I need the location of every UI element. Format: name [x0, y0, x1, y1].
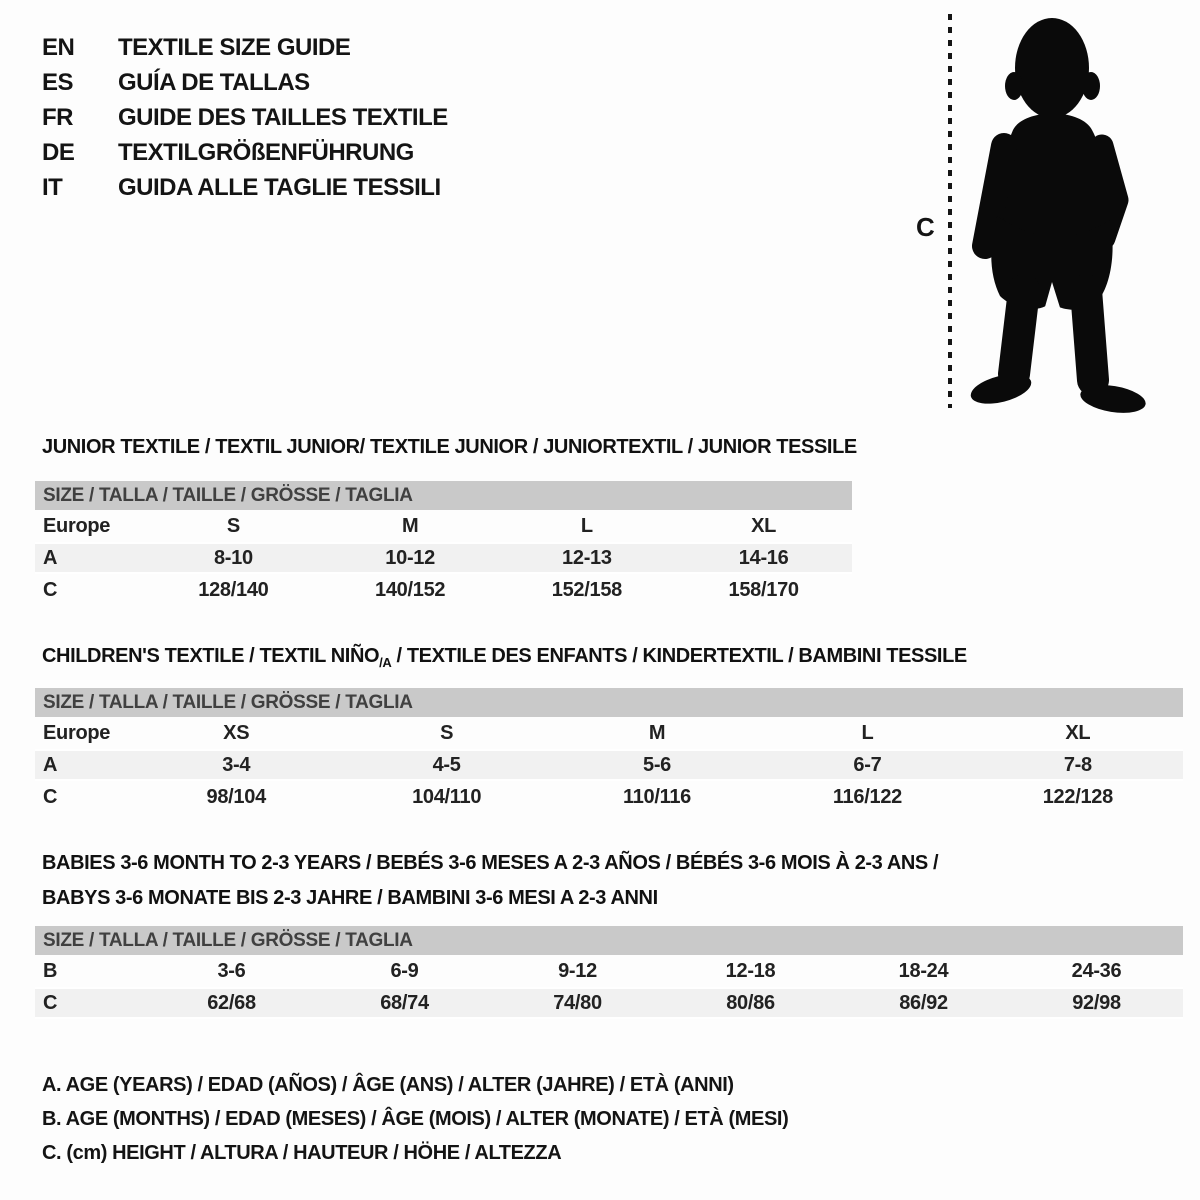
- size-cell: 12-13: [562, 547, 612, 569]
- table-row: [35, 781, 1183, 813]
- row-label: C: [43, 992, 58, 1014]
- size-cell: 68/74: [380, 992, 429, 1014]
- size-cell: L: [861, 722, 874, 744]
- language-code: IT: [42, 173, 63, 201]
- babies-title-line-1: BABIES 3-6 MONTH TO 2-3 YEARS / BEBÉS 3-6 MESES A 2-3 AÑOS / BÉBÉS 3-6 MOIS À 2-3 ANS /: [42, 852, 939, 874]
- size-cell: 7-8: [1063, 754, 1092, 776]
- row-label: A: [43, 754, 58, 776]
- table-row: [35, 749, 1183, 781]
- size-cell: 3-4: [222, 754, 251, 776]
- language-row: [42, 30, 448, 65]
- size-cell: 3-6: [217, 960, 246, 982]
- row-label: C: [43, 579, 58, 601]
- legend-line: C. (cm) HEIGHT / ALTURA / HAUTEUR / HÖHE / ALTEZZA: [42, 1142, 562, 1164]
- language-code: EN: [42, 33, 75, 61]
- height-measure-label: C: [916, 212, 935, 242]
- size-cell: 12-18: [725, 960, 776, 982]
- language-code: ES: [42, 68, 74, 96]
- size-cell: 128/140: [198, 579, 269, 601]
- size-cell: 122/128: [1042, 786, 1113, 808]
- size-cell: 6-9: [390, 960, 419, 982]
- language-label: GUIDA ALLE TAGLIE TESSILI: [118, 173, 441, 201]
- size-cell: 158/170: [728, 579, 799, 601]
- junior-size-table: [35, 481, 852, 606]
- baby-figure: [900, 8, 1160, 418]
- size-cell: 9-12: [558, 960, 597, 982]
- size-cell: S: [440, 722, 454, 744]
- children-title-text-tail: / TEXTILE DES ENFANTS / KINDERTEXTIL / BAMBINI TESSILE: [391, 645, 967, 667]
- row-label: C: [43, 786, 58, 808]
- table-row: [35, 542, 852, 574]
- language-code: DE: [42, 138, 75, 166]
- size-cell: 80/86: [726, 992, 775, 1014]
- row-label: A: [43, 547, 58, 569]
- size-cell: 18-24: [898, 960, 949, 982]
- table-row: [35, 955, 1183, 987]
- size-header-row: SIZE / TALLA / TAILLE / GRÖSSE / TAGLIA: [35, 926, 1183, 955]
- language-row: [42, 65, 448, 100]
- language-label: GUÍA DE TALLAS: [118, 68, 310, 96]
- babies-section-title: [42, 846, 938, 916]
- row-label: B: [43, 960, 58, 982]
- row-label: Europe: [43, 515, 111, 537]
- language-label: TEXTILGRÖßENFÜHRUNG: [118, 138, 414, 166]
- size-cell: XL: [751, 515, 777, 537]
- table-row: [35, 717, 1183, 749]
- size-cell: 6-7: [853, 754, 882, 776]
- size-cell: 4-5: [432, 754, 461, 776]
- size-cell: 110/116: [623, 786, 692, 808]
- language-row: [42, 170, 448, 205]
- size-cell: S: [226, 515, 240, 537]
- size-cell: 14-16: [738, 547, 789, 569]
- size-cell: M: [648, 722, 666, 744]
- size-cell: 92/98: [1072, 992, 1121, 1014]
- size-cell: 86/92: [899, 992, 948, 1014]
- size-cell: 104/110: [412, 786, 482, 808]
- size-cell: 152/158: [551, 579, 622, 601]
- size-cell: XL: [1065, 722, 1091, 744]
- size-cell: 24-36: [1071, 960, 1122, 982]
- size-cell: 74/80: [553, 992, 602, 1014]
- size-cell: L: [580, 515, 593, 537]
- size-cell: M: [401, 515, 419, 537]
- toddler-shape: [968, 18, 1148, 417]
- language-row: [42, 100, 448, 135]
- junior-section-title: JUNIOR TEXTILE / TEXTIL JUNIOR/ TEXTILE JUNIOR / JUNIORTEXTIL / JUNIOR TESSILE: [42, 436, 857, 458]
- children-section-title: [42, 645, 967, 670]
- size-header-row: SIZE / TALLA / TAILLE / GRÖSSE / TAGLIA: [35, 481, 852, 510]
- size-cell: 116/122: [832, 786, 902, 808]
- babies-size-table: [35, 926, 1183, 1019]
- size-cell: 5-6: [643, 754, 672, 776]
- legend-line: B. AGE (MONTHS) / EDAD (MESES) / ÂGE (MOIS) / ALTER (MONATE) / ETÀ (MESI): [42, 1108, 789, 1130]
- size-cell: 8-10: [213, 547, 253, 569]
- size-cell: 98/104: [206, 786, 266, 808]
- size-cell: 62/68: [207, 992, 256, 1014]
- table-row: [35, 510, 852, 542]
- baby-silhouette: [900, 8, 1160, 418]
- size-cell: 10-12: [385, 547, 435, 569]
- language-label: GUIDE DES TAILLES TEXTILE: [118, 103, 448, 131]
- table-row: [35, 574, 852, 606]
- children-title-subscript: /A: [379, 655, 392, 670]
- measurement-legend: [42, 1068, 788, 1170]
- language-code: FR: [42, 103, 73, 131]
- language-row: [42, 135, 448, 170]
- table-row: [35, 987, 1183, 1019]
- size-cell: XS: [223, 722, 250, 744]
- size-header-row: SIZE / TALLA / TAILLE / GRÖSSE / TAGLIA: [35, 688, 1183, 717]
- language-list: [42, 30, 448, 205]
- language-label: TEXTILE SIZE GUIDE: [118, 33, 351, 61]
- children-size-table: [35, 688, 1183, 813]
- babies-title-line-2: BABYS 3-6 MONATE BIS 2-3 JAHRE / BAMBINI 3-6 MESI A 2-3 ANNI: [42, 887, 658, 909]
- row-label: Europe: [43, 722, 111, 744]
- size-cell: 140/152: [375, 579, 446, 601]
- children-title-text: CHILDREN'S TEXTILE / TEXTIL NIÑO: [42, 645, 380, 667]
- legend-line: A. AGE (YEARS) / EDAD (AÑOS) / ÂGE (ANS) / ALTER (JAHRE) / ETÀ (ANNI): [42, 1074, 734, 1096]
